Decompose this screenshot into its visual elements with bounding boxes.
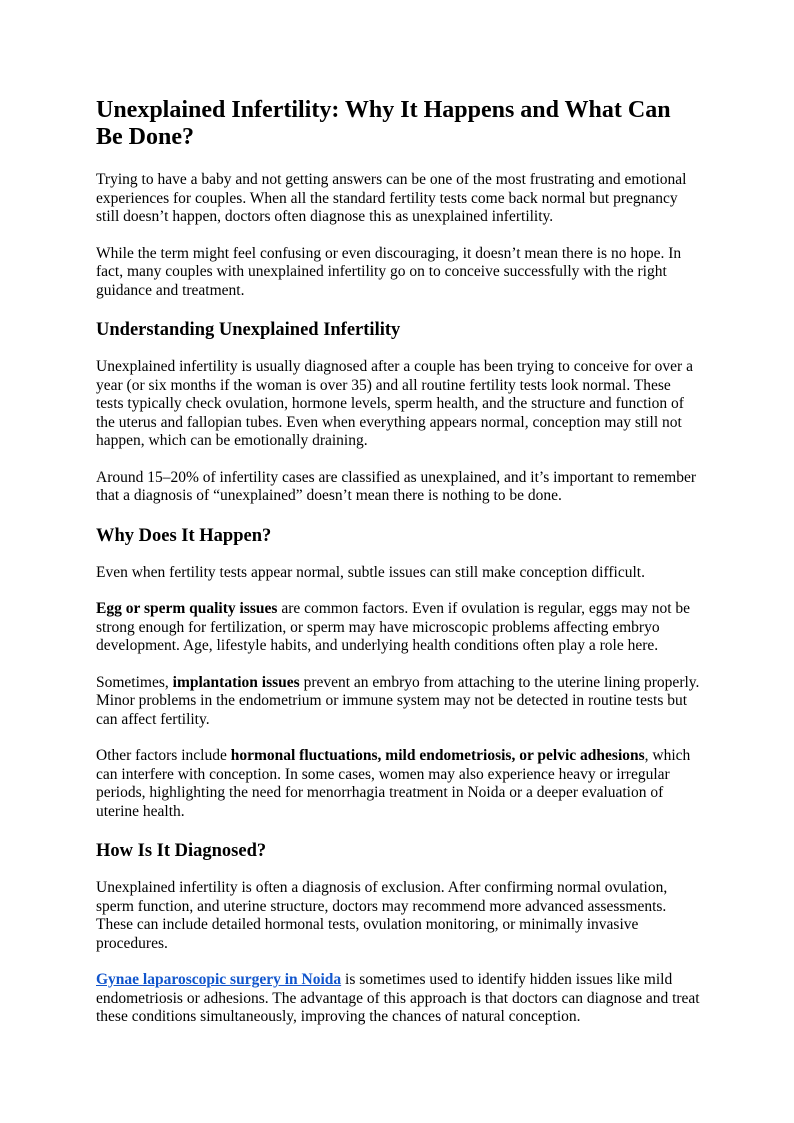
why-paragraph-3-text: prevent an embryo from attaching to the uterine lining properly. Minor problems in the endometrium or immune system may not be detected in routine tests but can affect fertility. (96, 673, 700, 728)
diagnosed-paragraph-2 (96, 971, 702, 1027)
understanding-paragraph-1: Unexplained infertility is usually diagnosed after a couple has been trying to conceive for over a year (or six months if the woman is over 35) and all routine fertility tests look normal. These tests typically check ovulation, hormone levels, sperm health, and the structure and function of the uterus and fallopian tubes. Even when everything appears normal, conception may still not happen, which can be emotionally draining. (96, 358, 693, 449)
diagnosed-heading: How Is It Diagnosed? (96, 841, 267, 861)
why-paragraph-3-bold: implantation issues (172, 673, 300, 691)
understanding-heading: Understanding Unexplained Infertility (96, 320, 401, 340)
diagnosed-paragraph-2-text: is sometimes used to identify hidden issues like mild endometriosis or adhesions. The advantage of this approach is that doctors can diagnose and treat these conditions simultaneously, improving the chances of natural conception. (96, 971, 700, 1025)
intro-paragraph-2: While the term might feel confusing or even discouraging, it doesn’t mean there is no hope. In fact, many couples with unexplained infertility go on to conceive successfully with the right guidance and treatment. (96, 244, 682, 299)
why-paragraph-3 (96, 674, 702, 730)
why-paragraph-2-text: are common factors. Even if ovulation is regular, eggs may not be strong enough for fertilization, or sperm may have microscopic problems affecting embryo development. Age, lifestyle habits, and underlying health conditions often play a role here. (96, 600, 691, 654)
diagnosed-paragraph-1: Unexplained infertility is often a diagnosis of exclusion. After confirming normal ovulation, sperm function, and uterine structure, doctors may recommend more advanced assessments. These can include detailed hormonal tests, ovulation monitoring, or minimally invasive procedures. (96, 879, 668, 952)
why-paragraph-4 (96, 747, 702, 821)
page-title: Unexplained Infertility: Why It Happens and What Can Be Done? (96, 97, 671, 150)
understanding-paragraph-2: Around 15–20% of infertility cases are classified as unexplained, and it’s important to remember that a diagnosis of “unexplained” doesn’t mean there is nothing to be done. (96, 468, 697, 504)
why-paragraph-2-bold: Egg or sperm quality issues (96, 600, 278, 617)
why-paragraph-4-pre: Other factors include (96, 747, 231, 764)
intro-paragraph-1: Trying to have a baby and not getting answers can be one of the most frustrating and emotional experiences for couples. When all the standard fertility tests come back normal but pregnancy still doesn’t happen, doctors often diagnose this as unexplained infertility. (96, 171, 687, 225)
why-paragraph-3-pre: Sometimes, (96, 673, 173, 691)
why-paragraph-2 (96, 600, 702, 656)
document-page (96, 97, 702, 1045)
why-paragraph-4-text: , which can interfere with conception. In some cases, women may also experience heavy or irregular periods, highlighting the need for menorrhagia treatment in Noida or a deeper evaluation of uterine health. (96, 747, 691, 820)
laparoscopic-surgery-link[interactable]: Gynae laparoscopic surgery in Noida (96, 971, 342, 988)
why-heading: Why Does It Happen? (96, 525, 272, 546)
why-paragraph-1: Even when fertility tests appear normal, subtle issues can still make conception difficult. (96, 563, 645, 581)
why-paragraph-4-bold: hormonal fluctuations, mild endometriosis, or pelvic adhesions (230, 747, 645, 764)
